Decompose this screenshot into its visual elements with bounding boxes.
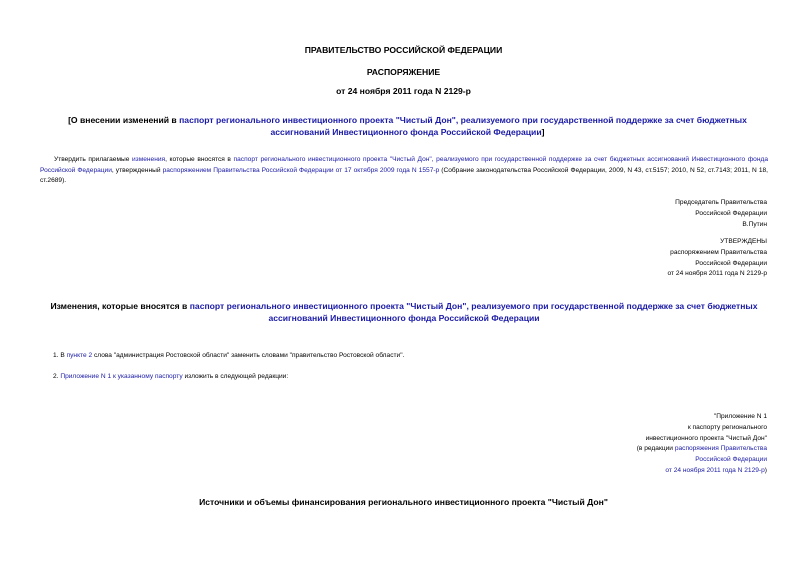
appendix-order-link-1[interactable]: распоряжения Правительства [674, 445, 767, 453]
approved-block [668, 237, 767, 280]
clause-2-link[interactable]: пункте 2 [66, 352, 93, 359]
changes-title [38, 300, 770, 324]
item-1-prefix: 1. В [53, 352, 67, 359]
appendix-line-5 [637, 455, 767, 466]
appendix-line-6-suffix: ) [764, 466, 767, 474]
document-title [50, 114, 765, 138]
government-heading: ПРАВИТЕЛЬСТВО РОССИЙСКОЙ ФЕДЕРАЦИИ [304, 45, 503, 55]
item-2-prefix: 2. [53, 373, 61, 380]
title-passport-link[interactable]: паспорт регионального инвестиционного проекта "Чистый Дон", реализуемого при государственной поддержке за счет бюджетных ассигнований Инвестиционного фонда Российской Федерации [179, 115, 747, 137]
title-suffix: ] [541, 127, 545, 137]
changes-title-passport-link[interactable]: паспорт регионального инвестиционного проекта "Чистый Дон", реализуемого при государственной поддержке за счет бюджетных ассигнований Инвестиционного фонда Российской Федерации [189, 301, 758, 323]
appendix-line-4-prefix: (в редакции [636, 445, 675, 453]
changes-link[interactable]: изменения [132, 156, 166, 163]
body-text-4: (Собрание законодательства Российской Федерации, 2009, N 43, ст.5157; 2010, N 52, ст.7143; 2011, N 18, ст.2689). [40, 166, 768, 184]
appendix-line-3: инвестиционного проекта "Чистый Дон" [645, 434, 767, 442]
item-2 [53, 372, 288, 383]
signature-line-3: В.Путин [742, 220, 767, 228]
document-date: от 24 ноября 2011 года N 2129-р [336, 86, 471, 96]
changes-title-prefix: Изменения, которые вносятся в [50, 301, 190, 311]
body-text-2: , которые вносятся в [165, 156, 234, 163]
order-1557-link[interactable]: распоряжением Правительства Российской Федерации от 17 октября 2009 года N 1557-р [162, 166, 440, 174]
appendix-1-link[interactable]: Приложение N 1 к указанному паспорту [60, 373, 183, 380]
signature-block [675, 198, 767, 230]
appendix-block [637, 412, 767, 477]
sources-title: Источники и объемы финансирования регионального инвестиционного проекта "Чистый Дон" [199, 497, 608, 507]
document-type: РАСПОРЯЖЕНИЕ [366, 67, 441, 77]
item-1 [53, 351, 404, 362]
appendix-line-2: к паспорту регионального [687, 423, 767, 431]
approved-line-4: от 24 ноября 2011 года N 2129-р [667, 270, 767, 278]
appendix-line-1: "Приложение N 1 [713, 413, 767, 420]
title-prefix: [О внесении изменений в [68, 115, 180, 125]
signature-line-1: Председатель Правительства [675, 199, 767, 206]
approved-line-1: УТВЕРЖДЕНЫ [720, 238, 767, 245]
appendix-order-link-3[interactable]: от 24 ноября 2011 года N 2129-р [665, 466, 765, 474]
approved-line-3: Российской Федерации [695, 259, 767, 267]
appendix-line-6 [637, 466, 767, 477]
appendix-order-link-2[interactable]: Российской Федерации [695, 456, 767, 464]
passport-link[interactable]: паспорт регионального инвестиционного проекта "Чистый Дон", реализуемого при государственной поддержке за счет бюджетных ассигнований Инвестиционного фонда Российской Федерации [40, 156, 768, 174]
signature-line-2: Российской Федерации [695, 209, 767, 217]
body-text-1: Утвердить прилагаемые [54, 156, 132, 163]
item-2-text: изложить в следующей редакции: [182, 373, 289, 380]
body-text-3: , утвержденный [111, 166, 163, 174]
approved-line-2: распоряжением Правительства [670, 248, 767, 256]
resolution-paragraph [40, 155, 768, 187]
item-1-text: слова "администрация Ростовской области" заменить словами "правительство Ростовской области". [92, 352, 405, 359]
appendix-line-4 [637, 444, 767, 455]
